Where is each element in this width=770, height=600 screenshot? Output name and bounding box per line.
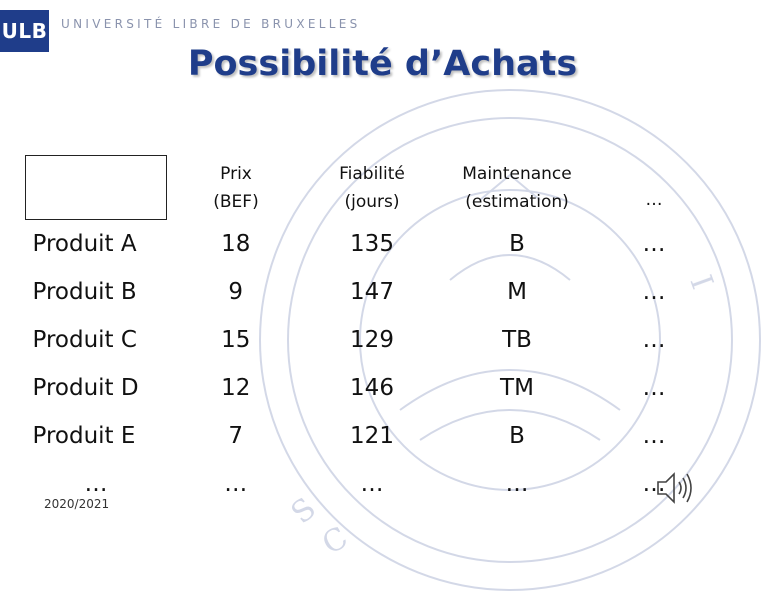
purchase-table [25, 155, 713, 508]
cell-maintenance: B [509, 423, 525, 449]
ulb-logo: ULB [0, 10, 49, 52]
cell-fiabilite: 121 [350, 423, 394, 449]
cell-fiabilite: … [360, 471, 384, 497]
header-label: Prix [220, 163, 252, 184]
header-unit: (jours) [344, 191, 400, 212]
cell-more: … [642, 327, 666, 353]
page-title: Possibilité d’Achats [187, 44, 578, 84]
cell-more: … [642, 471, 666, 497]
row-label: Produit D [32, 375, 139, 401]
cell-maintenance: B [509, 230, 525, 257]
speaker-icon[interactable] [650, 466, 694, 510]
footer-year: 2020/2021 [44, 497, 110, 511]
cell-more: … [642, 230, 666, 257]
row-label: Produit A [32, 231, 137, 257]
cell-prix: 18 [221, 230, 251, 257]
table-row [26, 316, 714, 364]
header-fiabilite [305, 156, 439, 220]
row-label: Produit B [32, 279, 137, 305]
header-unit: (BEF) [213, 191, 259, 212]
cell-fiabilite: 146 [350, 375, 394, 401]
table-row [26, 268, 714, 316]
cell-maintenance: TB [502, 327, 532, 353]
svg-text:S: S [284, 491, 323, 532]
cell-prix: 15 [221, 327, 251, 353]
cell-maintenance: TM [500, 375, 534, 401]
table-row [26, 460, 714, 508]
table-corner-cell [26, 156, 167, 220]
table-row [26, 364, 714, 412]
table-row [26, 220, 714, 269]
cell-more: … [642, 279, 666, 305]
svg-text:I: I [682, 270, 720, 294]
header-maintenance [439, 156, 595, 220]
university-name: UNIVERSITÉ LIBRE DE BRUXELLES [61, 17, 361, 31]
cell-prix: … [224, 471, 248, 497]
row-label: … [84, 471, 108, 497]
table-row [26, 412, 714, 460]
cell-more: … [642, 423, 666, 449]
header-prix [167, 156, 306, 220]
header-more [595, 156, 713, 220]
cell-maintenance: M [507, 279, 527, 305]
row-label: Produit C [32, 327, 137, 353]
cell-maintenance: … [505, 471, 529, 497]
cell-prix: 12 [221, 375, 251, 401]
cell-fiabilite: 129 [350, 327, 394, 353]
cell-fiabilite: 147 [350, 279, 394, 305]
header-label: Fiabilité [339, 163, 405, 184]
table-header-row [26, 156, 714, 220]
header-label: … [645, 189, 663, 210]
cell-fiabilite: 135 [350, 230, 394, 257]
row-label: Produit E [32, 423, 136, 449]
cell-prix: 7 [228, 423, 244, 449]
cell-prix: 9 [228, 279, 244, 305]
header-unit: (estimation) [465, 191, 569, 212]
cell-more: … [642, 375, 666, 401]
svg-text:C: C [316, 520, 354, 562]
header-label: Maintenance [462, 163, 572, 184]
